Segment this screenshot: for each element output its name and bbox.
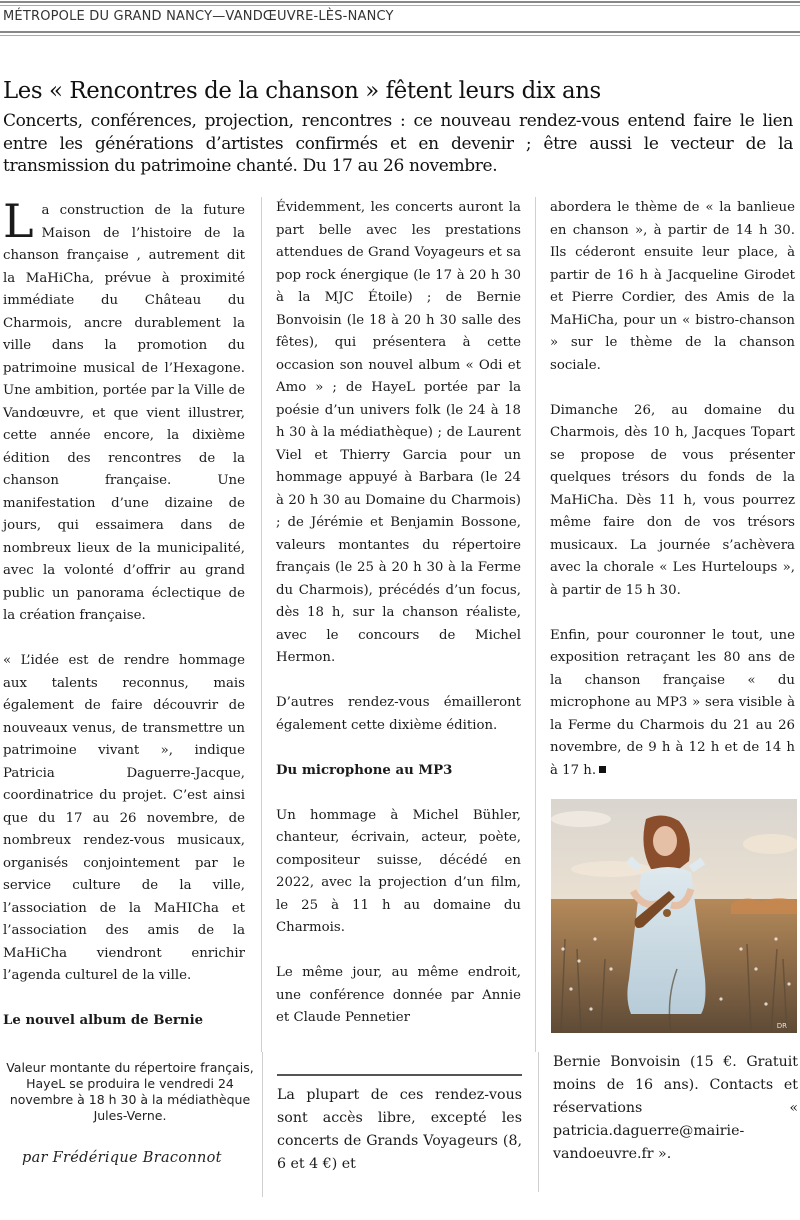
paragraph: Évidemment, les concerts auront la part belle avec les prestations attendues de Grand Voyageurs et sa pop rock énergique (le 17 à 20 h 30 à la MJC Étoile) ; de Bernie Bonvoisin (le 18 à 20 h 30 salle des fêtes), qui présentera à cette occasion son nouvel album « Odi et Amo » ; de HayeL portée par la poésie d’un univers folk (le 24 à 18 h 30 à la médiathèque) ; de Laurent Viel et Thierry Garcia pour un hommage appuyé à Barbara (le 24 à 20 h 30 au Domaine du Charmois) ; de Jérémie et Benjamin Bossone, valeurs montantes du répertoire français (le 25 à 20 h 30 à la Ferme du Charmois), précédés d’un focus, dès 18 h, sur la chanson réaliste, avec le concours de Michel Hermon.: [276, 200, 521, 665]
column-divider: [538, 1052, 539, 1192]
paragraph: [3, 194, 245, 628]
info-box-contact: Bernie Bonvoisin (15 €. Gratuit moins de 16 ans). Contacts et réservations « patricia.daguerre@mairie-vandoeuvre.fr ».: [553, 1054, 798, 1162]
article-column-2: [276, 197, 521, 1030]
article-column-3: [550, 197, 795, 782]
header-rule-top: [0, 1, 800, 7]
article-photo: [551, 799, 797, 1033]
drop-cap: L: [3, 194, 34, 248]
paragraph: Un hommage à Michel Bühler, chanteur, écrivain, acteur, poète, compositeur suisse, décédé en 2022, avec la projection d’un film, le 25 à 11 h au domaine du Charmois.: [276, 807, 521, 935]
author-byline: par Frédérique Braconnot: [22, 1150, 222, 1166]
paragraph: abordera le thème de « la banlieue en chanson », à partir de 14 h 30. Ils céderont ensuite leur place, à partir de 16 h à Jacqueline Girodet et Pierre Cordier, des Amis de la MaHiCha, pour un « bistro-chanson » sur le thème de la chanson sociale.: [550, 200, 795, 373]
paragraph-text: Enfin, pour couronner le tout, une exposition retraçant les 80 ans de la chanson française « du microphone au MP3 » sera visible à la Ferme du Charmois du 21 au 26 novembre, de 9 h à 12 h et de 14 h à 17 h.: [550, 627, 795, 778]
subheading: Du microphone au MP3: [276, 762, 453, 778]
paragraph: Le même jour, au même endroit, une conférence donnée par Annie et Claude Pennetier: [276, 965, 521, 1025]
article-column-1: [3, 194, 245, 1055]
article-standfirst: Concerts, conférences, projection, rencontres : ce nouveau rendez-vous entend faire le lien entre les générations d’artistes confirmés et en devenir ; être aussi le vecteur de la transmission du patrimoine chanté. Du 17 au 26 novembre.: [3, 111, 793, 176]
paragraph: D’autres rendez-vous émailleront également cette dixième édition.: [276, 695, 521, 733]
paragraph-text: a construction de la future Maison de l’histoire de la chanson française , autrement dit la MaHiCha, prévue à proximité immédiate du Château du Charmois, ancre durablement la ville dans la promotion du patrimoine musical de l’Hexagone. Une ambition, portée par la Ville de Vandœuvre, et que vient illustrer, cette année encore, la dixième édition des rencontres de la chanson française. Une manifestation d’une dizaine de jours, qui essaimera dans de nombreux lieux de la municipalité, avec la volonté d’offrir au grand public un panorama éclectique de la création française.: [3, 203, 245, 623]
paragraph: [550, 625, 795, 783]
column-divider: [535, 197, 536, 1052]
photo-caption: Valeur montante du répertoire français, HayeL se produira le vendredi 24 novembre à 18 h 30 à la médiathèque Jules-Verne.: [6, 1060, 254, 1123]
section-label: MÉTROPOLE DU GRAND NANCY—VANDŒUVRE-LÈS-NANCY: [3, 9, 394, 24]
paragraph: « L’idée est de rendre hommage aux talents reconnus, mais également de faire découvrir de nouveaux venus, de transmettre un patrimoine vivant », indique Patricia Daguerre-Jacque, coordinatrice du projet. C’est ainsi que du 17 au 26 novembre, de nombreux rendez-vous musicaux, organisés conjointement par le service culture de la ville, l’association de la MaHICha et l’association des amis de la MaHiCha viendront enrichir l’agenda culturel de la ville.: [3, 653, 245, 983]
photo-credit: DR: [776, 1022, 787, 1030]
column-divider: [262, 1052, 263, 1197]
paragraph: Dimanche 26, au domaine du Charmois, dès 10 h, Jacques Topart se propose de vous présenter quelques trésors du fonds de la MaHiCha. Dès 11 h, vous pourrez même faire don de vos trésors musicaux. La journée s’achèvera avec la chorale « Les Hurteloups », à partir de 15 h 30.: [550, 402, 795, 598]
end-of-article-mark-icon: [599, 766, 606, 773]
info-box-rule: [277, 1074, 522, 1076]
subheading: Le nouvel album de Bernie: [3, 1013, 204, 1028]
column-divider: [261, 197, 262, 1052]
info-box-text: La plupart de ces rendez-vous sont accès libre, excepté les concerts de Grands Voyageurs (8, 6 et 4 €) et: [277, 1087, 522, 1172]
header-rule-bottom: [0, 31, 800, 37]
article-headline: Les « Rencontres de la chanson » fêtent leurs dix ans: [3, 76, 601, 104]
